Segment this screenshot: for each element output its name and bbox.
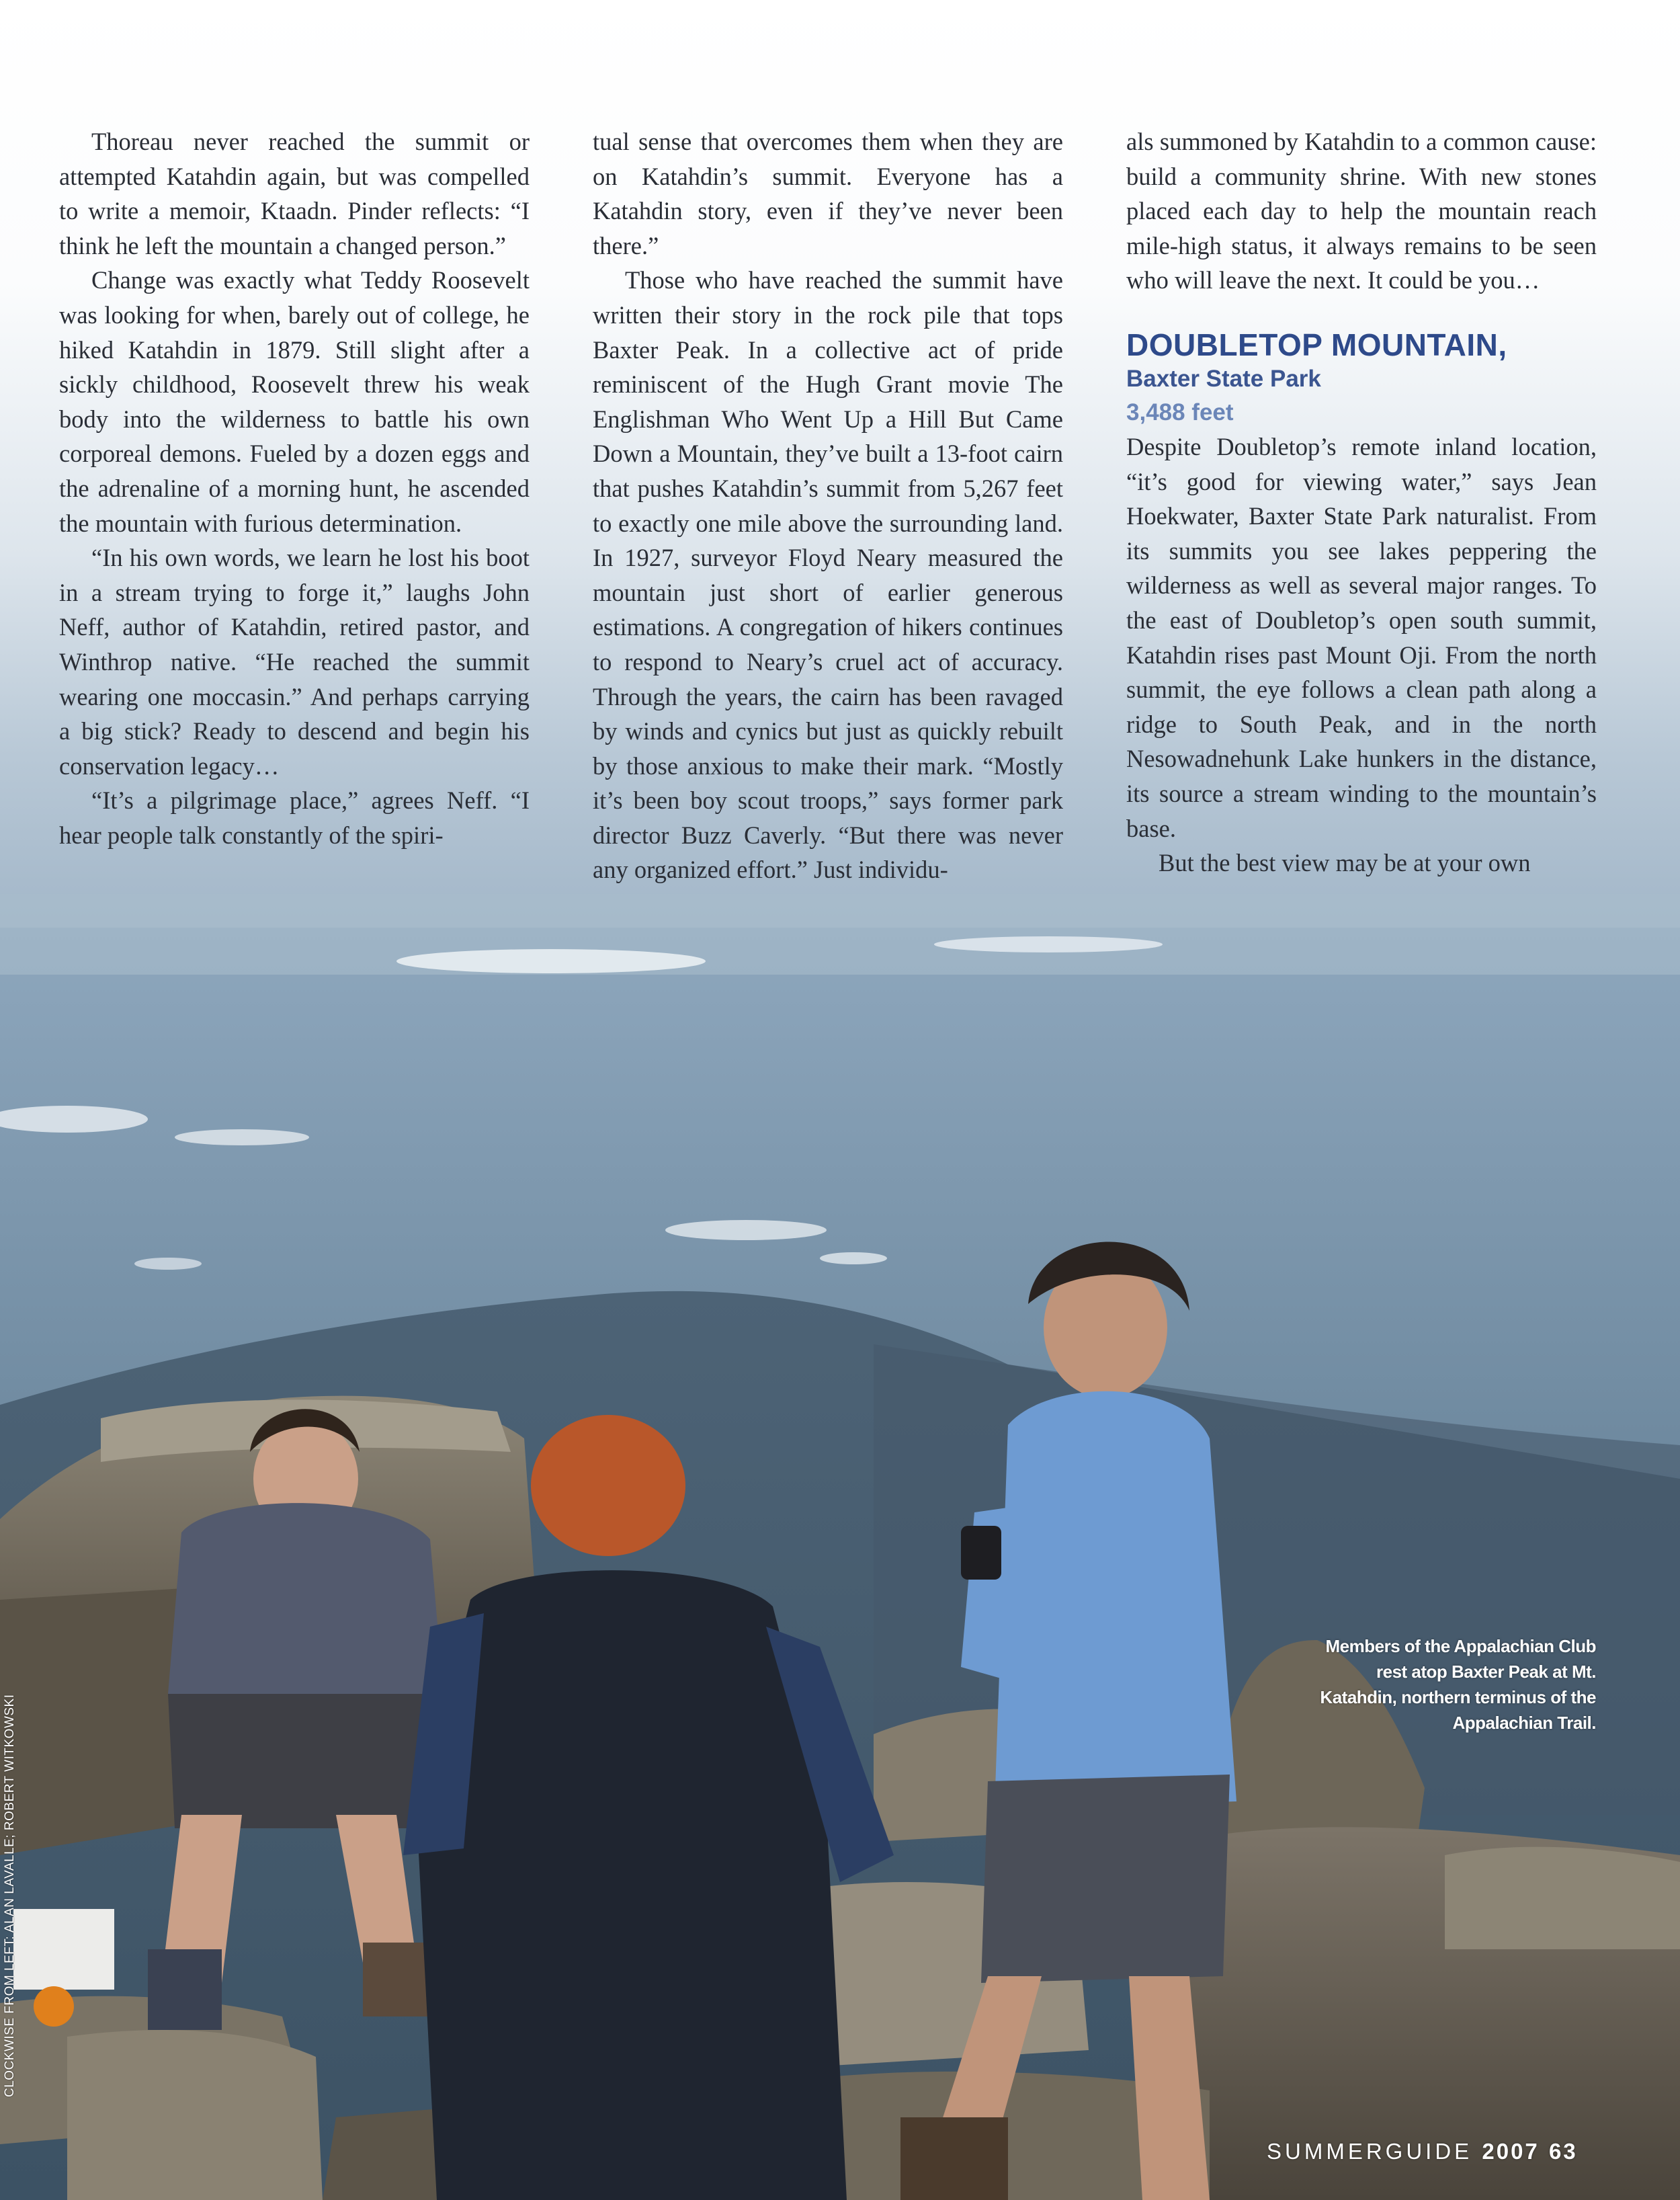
section-subhead: Baxter State Park [1126,365,1321,392]
article-column-3 [1126,124,1597,881]
article-column-2 [593,124,1063,887]
col3-paragraph-2: Despite Doubletop’s remote inland location, “it’s good for viewing water,” says Jean Hoekwater, Baxter State Park naturalist. From its summits you see lakes peppering the wilderness as well as several major ranges. To the east of Doubletop’s open south summit, Katahdin rises past Mount Oji. From the north summit, the eye follows a clean path along a ridge to South Peak, and in the north Nesowadnehunk Lake hunkers in the distance, its source a stream winding to the mountain’s base. [1126,432,1597,842]
col3-paragraph-1: als summoned by Katahdin to a common cause: build a community shrine. With new stones placed each day to help the mountain reach mile-high status, it always remains to be seen who will leave the next. It could be you… [1126,128,1597,294]
col3-paragraph-3: But the best view may be at your own [1159,849,1531,877]
page-folio [1267,2139,1578,2164]
photo-credit: CLOCKWISE FROM LEFT: ALAN LAVALLE; ROBERT WITKOWSKI [3,1694,17,2097]
col1-paragraph-4: “It’s a pilgrimage place,” agrees Neff. “I hear people talk constantly of the spiri- [59,786,530,849]
photo-caption: Members of the Appalachian Club rest atop Baxter Peak at Mt. Katahdin, northern terminus of the Appalachian Trail. [1320,1636,1596,1733]
col1-paragraph-2: Change was exactly what Teddy Roosevelt was looking for when, barely out of college, he hiked Katahdin in 1879. Still slight after a sickly childhood, Roosevelt threw his weak body into the wilderness to battle his own corporeal demons. Fueled by a dozen eggs and the adrenaline of a morning hunt, he ascended the mountain with furious determination. [59,266,530,537]
col2-paragraph-1: tual sense that overcomes them when they are on Katahdin’s summit. Everyone has a Katahdin story, even if they’ve never been there.” [593,128,1063,259]
col1-paragraph-3: “In his own words, we learn he lost his boot in a stream trying to forge it,” laughs John Neff, author of Katahdin, retired pastor, and Winthrop native. “He reached the summit wearing one moccasin.” And perhaps carrying a big stick? Ready to descend and begin his conservation legacy… [59,544,530,780]
section-heading: DOUBLETOP MOUNTAIN, [1126,327,1507,362]
col2-paragraph-2: Those who have reached the summit have written their story in the rock pile that tops Baxter Peak. In a collective act of pride reminiscent of the Hugh Grant movie The Englishman Who Went Up a Hill But Came Down a Mountain, they’ve built a 13-foot cairn that pushes Katahdin’s summit from 5,267 feet to exactly one mile above the surrounding land. In 1927, surveyor Floyd Neary measured the mountain just short of earlier generous estimations. A congregation of hikers continues to respond to Neary’s cruel act of accuracy. Through the years, the cairn has been ravaged by winds and cynics but just as quickly rebuilt by those anxious to make their mark. “Mostly it’s been boy scout troops,” says former park director Buzz Caverly. “But there was never any organized effort.” Just individu- [593,266,1063,884]
section-elevation: 3,488 feet [1126,399,1234,425]
page-number: 63 [1548,2139,1578,2164]
article-column-1 [59,124,530,852]
issue-year: 2007 [1482,2139,1540,2164]
col1-paragraph-1: Thoreau never reached the summit or attempted Katahdin again, but was compelled to write a memoir, Ktaadn. Pinder reflects: “I think he left the mountain a changed person.” [59,128,530,259]
magazine-name: SUMMERGUIDE [1267,2139,1473,2164]
